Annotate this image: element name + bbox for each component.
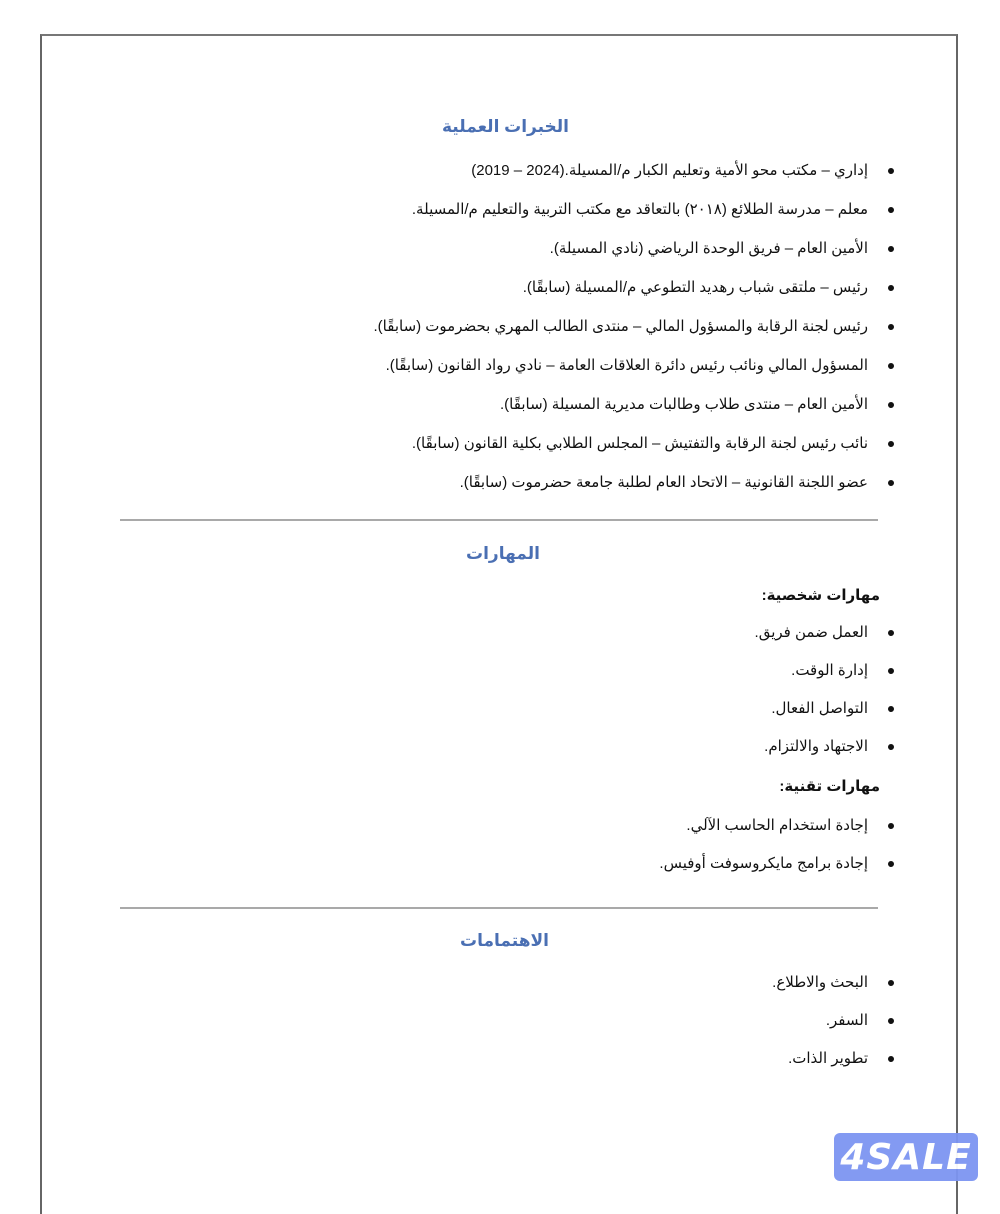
interest-item-text: السفر. <box>825 1012 868 1029</box>
experience-item-text: معلم – مدرسة الطلائع (٢٠١٨) بالتعاقد مع مكتب التربية والتعليم م/المسيلة. <box>411 200 868 218</box>
list-item <box>772 964 868 1002</box>
bullet-dot-icon <box>888 480 894 486</box>
subheading-personal-skills: مهارات شخصية: <box>761 587 880 604</box>
section-title-experience: الخبرات العملية <box>442 117 570 136</box>
list-item <box>373 307 868 346</box>
bullet-dot-icon <box>888 1018 894 1024</box>
interest-item-text: تطوير الذات. <box>788 1050 868 1067</box>
bullet-dot-icon <box>888 402 894 408</box>
bullet-dot-icon <box>888 980 894 986</box>
experience-item-text: نائب رئيس لجنة الرقابة والتفتيش – المجلس الطلابي بكلية القانون (سابقًا). <box>411 434 868 452</box>
list-item <box>772 1040 868 1078</box>
experience-item-text: رئيس لجنة الرقابة والمسؤول المالي – منتدى الطالب المهري بحضرموت (سابقًا). <box>373 317 868 335</box>
list-item <box>755 690 868 728</box>
skill-item-text: إدارة الوقت. <box>791 662 868 679</box>
skill-item-text: إجادة برامج مايكروسوفت أوفيس. <box>659 855 868 872</box>
bullet-dot-icon <box>888 363 894 369</box>
experience-item-text: عضو اللجنة القانونية – الاتحاد العام لطلبة جامعة حضرموت (سابقًا). <box>459 473 868 491</box>
section-title-interests: الاهتمامات <box>460 931 549 950</box>
list-item <box>374 463 868 502</box>
bullet-dot-icon <box>888 246 894 252</box>
list-item <box>374 424 868 463</box>
list-item <box>374 268 868 307</box>
technical-skills-list <box>659 807 868 883</box>
section-title-skills: المهارات <box>466 544 540 563</box>
list-item <box>755 728 868 766</box>
bullet-dot-icon <box>888 285 894 291</box>
bullet-dot-icon <box>888 861 894 867</box>
skill-item-text: إجادة استخدام الحاسب الآلي. <box>686 817 868 834</box>
experience-item-text: إداري – مكتب محو الأمية وتعليم الكبار م/المسيلة.(2024 – 2019) <box>471 161 868 179</box>
bullet-dot-icon <box>888 823 894 829</box>
section-divider <box>120 519 878 521</box>
list-item <box>374 190 868 229</box>
experience-item-text: الأمين العام – فريق الوحدة الرياضي (نادي المسيلة). <box>549 239 868 257</box>
list-item <box>659 807 868 845</box>
watermark-logo <box>834 1133 978 1181</box>
bullet-dot-icon <box>888 1056 894 1062</box>
list-item <box>659 845 868 883</box>
subheading-technical-skills: مهارات تقنية: <box>779 778 880 795</box>
experience-item-text: المسؤول المالي ونائب رئيس دائرة العلاقات العامة – نادي رواد القانون (سابقًا). <box>385 356 868 374</box>
experience-list <box>373 151 868 502</box>
experience-item-text: رئيس – ملتقى شباب رهديد التطوعي م/المسيلة (سابقًا). <box>522 278 868 296</box>
list-item <box>374 229 868 268</box>
experience-item-text: الأمين العام – منتدى طلاب وطالبات مديرية المسيلة (سابقًا). <box>500 395 868 413</box>
bullet-dot-icon <box>888 441 894 447</box>
section-divider <box>120 907 878 909</box>
list-item <box>755 652 868 690</box>
bullet-dot-icon <box>888 324 894 330</box>
bullet-dot-icon <box>888 744 894 750</box>
list-item <box>754 614 868 652</box>
bullet-dot-icon <box>888 630 894 636</box>
list-item <box>374 385 868 424</box>
bullet-dot-icon <box>888 668 894 674</box>
watermark-label: 4SALE <box>840 1136 972 1178</box>
skill-item-text: الاجتهاد والالتزام. <box>764 738 868 755</box>
list-item <box>374 151 868 190</box>
bullet-dot-icon <box>888 706 894 712</box>
personal-skills-list <box>754 614 868 766</box>
interests-list <box>772 964 868 1078</box>
list-item <box>772 1002 868 1040</box>
bullet-dot-icon <box>888 207 894 213</box>
list-item <box>374 346 868 385</box>
skill-item-text: التواصل الفعال. <box>771 700 868 717</box>
skill-item-text: العمل ضمن فريق. <box>754 624 868 641</box>
bullet-dot-icon <box>888 168 894 174</box>
interest-item-text: البحث والاطلاع. <box>772 974 868 991</box>
